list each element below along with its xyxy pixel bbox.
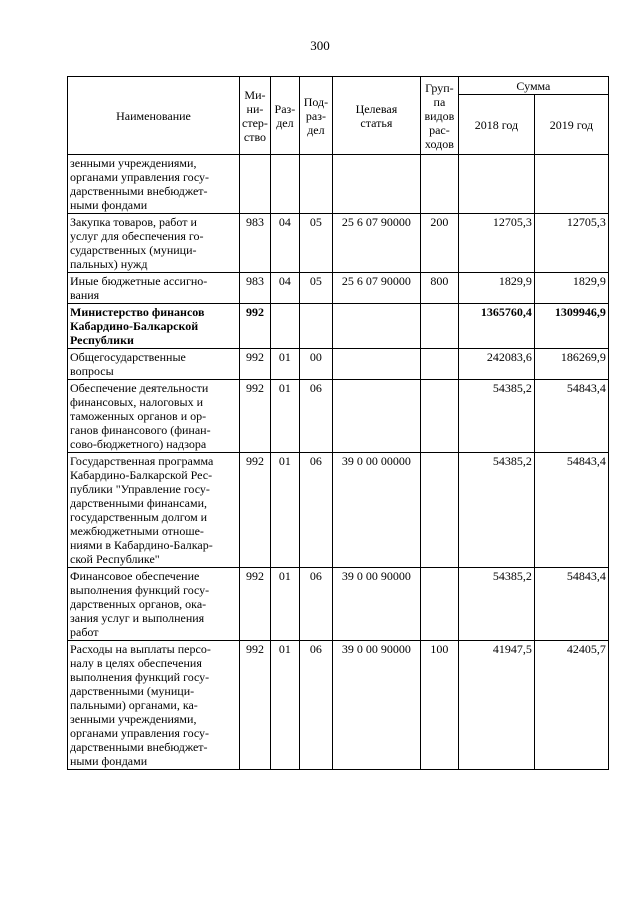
row-name [68, 453, 240, 568]
row-subsection: 05 [299, 214, 332, 273]
row-section: 01 [270, 349, 299, 380]
row-name-line: дарственными внебюджет- [70, 184, 208, 198]
row-target [332, 349, 420, 380]
row-name [68, 214, 240, 273]
row-name-line: органами управления госу- [70, 170, 210, 184]
row-ministry [240, 155, 271, 214]
row-name-line: вопросы [70, 364, 114, 378]
row-sum-2018: 12705,3 [458, 214, 534, 273]
row-name-line: Расходы на выплаты персо- [70, 642, 211, 656]
header-year-2018: 2018 год [458, 95, 534, 155]
row-subsection: 06 [299, 568, 332, 641]
row-section: 01 [270, 380, 299, 453]
row-ministry: 992 [240, 568, 271, 641]
row-sum-2019: 1829,9 [534, 273, 608, 304]
row-name-line: Государственная программа [70, 454, 214, 468]
row-sum-2019: 186269,9 [534, 349, 608, 380]
row-subsection [299, 304, 332, 349]
row-name-line: ганов финансового (финан- [70, 423, 211, 437]
row-section [270, 304, 299, 349]
row-subsection: 06 [299, 641, 332, 770]
header-section: Раз- дел [270, 77, 299, 155]
table-row [68, 273, 609, 304]
row-name-line: Иные бюджетные ассигно- [70, 274, 208, 288]
row-name-line: таможенных органов и ор- [70, 409, 207, 423]
row-sum-2019: 54843,4 [534, 380, 608, 453]
row-name-line: Обеспечение деятельности [70, 381, 209, 395]
row-sum-2018: 54385,2 [458, 380, 534, 453]
row-section: 04 [270, 214, 299, 273]
row-ministry: 992 [240, 380, 271, 453]
row-group [420, 380, 458, 453]
row-sum-2019: 1309946,9 [534, 304, 608, 349]
row-name-line: пальными) органами, ка- [70, 698, 198, 712]
row-sum-2019: 12705,3 [534, 214, 608, 273]
budget-table [67, 76, 609, 770]
row-subsection: 06 [299, 380, 332, 453]
header-name: Наименование [68, 77, 240, 155]
table-row [68, 155, 609, 214]
row-name [68, 641, 240, 770]
table-row [68, 349, 609, 380]
row-name-line: Министерство финансов [70, 305, 205, 319]
row-target: 39 0 00 90000 [332, 641, 420, 770]
row-ministry: 992 [240, 304, 271, 349]
row-name-line: работ [70, 625, 99, 639]
header-target: Целевая статья [332, 77, 420, 155]
table-row [68, 568, 609, 641]
row-ministry: 983 [240, 214, 271, 273]
row-subsection: 05 [299, 273, 332, 304]
row-name-line: ской Республике" [70, 552, 160, 566]
row-section: 01 [270, 568, 299, 641]
row-name-line: зания услуг и выполнения [70, 611, 205, 625]
row-name-line: публики "Управление госу- [70, 482, 210, 496]
row-name-line: государственным долгом и [70, 510, 208, 524]
header-year-2019: 2019 год [534, 95, 608, 155]
table-row [68, 304, 609, 349]
row-name [68, 273, 240, 304]
table-row [68, 453, 609, 568]
row-group: 100 [420, 641, 458, 770]
row-name [68, 349, 240, 380]
row-target: 39 0 00 90000 [332, 568, 420, 641]
row-name-line: зенными учреждениями, [70, 712, 197, 726]
row-name-line: Закупка товаров, работ и [70, 215, 197, 229]
row-name-line: дарственными внебюджет- [70, 740, 208, 754]
row-sum-2019 [534, 155, 608, 214]
row-name [68, 155, 240, 214]
row-name-line: Финансовое обеспечение [70, 569, 200, 583]
row-sum-2018: 41947,5 [458, 641, 534, 770]
header-group: Груп- па видов рас- ходов [420, 77, 458, 155]
row-group [420, 349, 458, 380]
row-target: 39 0 00 00000 [332, 453, 420, 568]
row-target [332, 304, 420, 349]
row-sum-2019: 54843,4 [534, 568, 608, 641]
row-target [332, 155, 420, 214]
row-section: 01 [270, 453, 299, 568]
row-group [420, 453, 458, 568]
row-group [420, 304, 458, 349]
row-name-line: сударственных (муници- [70, 243, 197, 257]
header-ministry: Ми- ни- стер- ство [240, 77, 271, 155]
row-group: 200 [420, 214, 458, 273]
row-name-line: Общегосударственные [70, 350, 186, 364]
row-name-line: выполнения функций госу- [70, 583, 210, 597]
row-subsection [299, 155, 332, 214]
row-name-line: Республики [70, 333, 134, 347]
row-name-line: зенными учреждениями, [70, 156, 197, 170]
row-name-line: ными фондами [70, 754, 148, 768]
row-sum-2019: 42405,7 [534, 641, 608, 770]
row-sum-2018: 242083,6 [458, 349, 534, 380]
row-subsection: 06 [299, 453, 332, 568]
row-name-line: пальных) нужд [70, 257, 148, 271]
row-group: 800 [420, 273, 458, 304]
row-name-line: выполнения функций госу- [70, 670, 210, 684]
row-subsection: 00 [299, 349, 332, 380]
row-name-line: Кабардино-Балкарской Рес- [70, 468, 213, 482]
row-ministry: 992 [240, 349, 271, 380]
row-sum-2019: 54843,4 [534, 453, 608, 568]
row-section: 04 [270, 273, 299, 304]
row-name [68, 380, 240, 453]
row-sum-2018: 1829,9 [458, 273, 534, 304]
row-name-line: дарственными (муници- [70, 684, 195, 698]
row-section: 01 [270, 641, 299, 770]
table-row [68, 214, 609, 273]
row-name-line: вания [70, 288, 100, 302]
row-group [420, 568, 458, 641]
row-sum-2018: 54385,2 [458, 568, 534, 641]
header-subsection: Под- раз- дел [299, 77, 332, 155]
row-name-line: ными фондами [70, 198, 148, 212]
row-group [420, 155, 458, 214]
row-name-line: финансовых, налоговых и [70, 395, 204, 409]
row-name-line: Кабардино-Балкарской [70, 319, 199, 333]
row-name-line: ниями в Кабардино-Балкар- [70, 538, 213, 552]
row-name-line: дарственных органов, ока- [70, 597, 207, 611]
page-number: 300 [310, 38, 330, 53]
row-ministry: 992 [240, 453, 271, 568]
row-sum-2018: 1365760,4 [458, 304, 534, 349]
row-name-line: межбюджетными отноше- [70, 524, 204, 538]
row-name-line: дарственными финансами, [70, 496, 208, 510]
table-row [68, 380, 609, 453]
row-ministry: 992 [240, 641, 271, 770]
row-section [270, 155, 299, 214]
row-name-line: налу в целях обеспечения [70, 656, 202, 670]
row-sum-2018: 54385,2 [458, 453, 534, 568]
table-row [68, 641, 609, 770]
row-name [68, 304, 240, 349]
row-ministry: 983 [240, 273, 271, 304]
row-target: 25 6 07 90000 [332, 273, 420, 304]
row-target: 25 6 07 90000 [332, 214, 420, 273]
row-name-line: органами управления госу- [70, 726, 210, 740]
row-name-line: услуг для обеспечения го- [70, 229, 204, 243]
row-sum-2018 [458, 155, 534, 214]
header-sum: Сумма [458, 77, 608, 95]
row-name [68, 568, 240, 641]
row-target [332, 380, 420, 453]
row-name-line: сово-бюджетного) надзора [70, 437, 207, 451]
